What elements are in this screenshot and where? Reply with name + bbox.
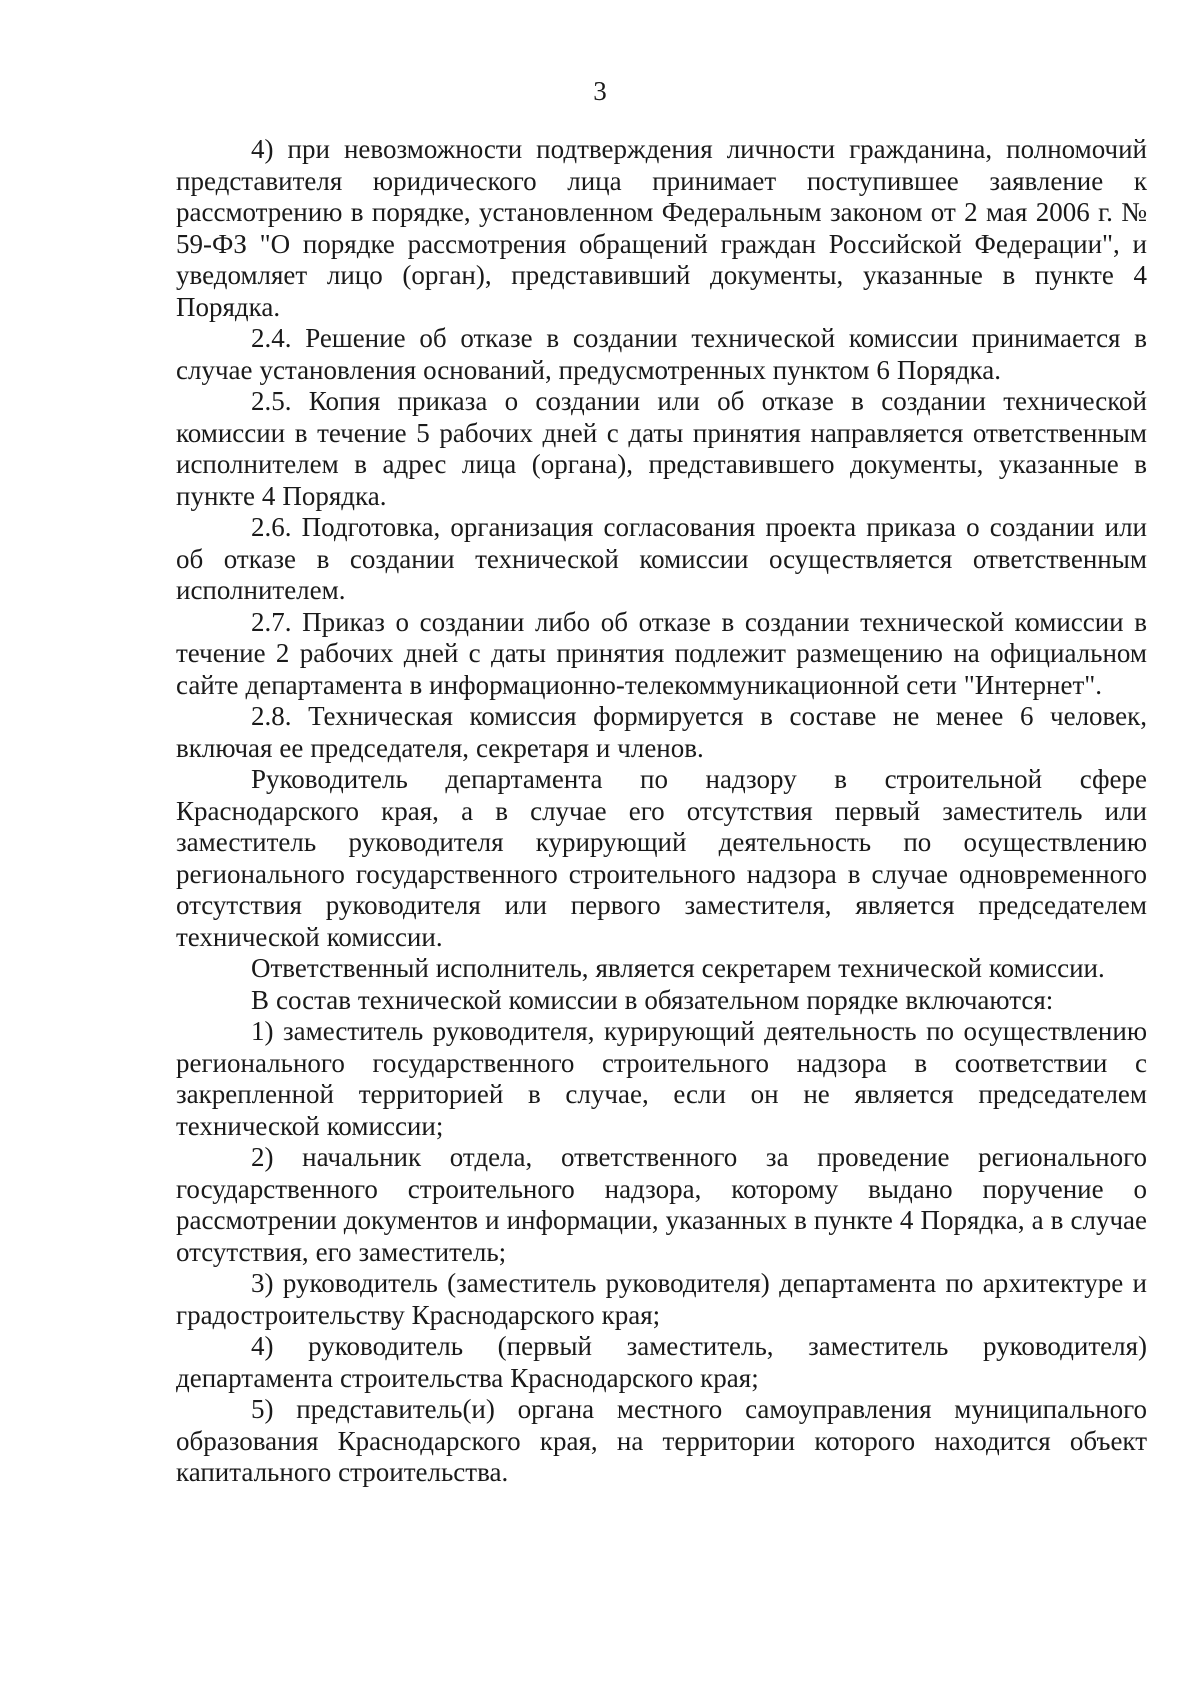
page-number: 3	[593, 76, 607, 106]
list-item-2: 2) начальник отдела, ответственного за проведение регионального государственного строительного надзора, которому выдано поручение о рассмотрении документов и информации, указанных в пункте 4 Порядка, а в случае отсутствия, его заместитель;	[176, 1142, 1147, 1267]
paragraph-secretary: Ответственный исполнитель, является секретарем технической комиссии.	[251, 953, 1105, 983]
paragraph-2-8-composition: 2.8. Техническая комиссия формируется в составе не менее 6 человек, включая ее председателя, секретаря и членов.	[176, 701, 1147, 763]
paragraph-item-4-identity: 4) при невозможности подтверждения личности гражданина, полномочий представителя юридического лица принимает поступившее заявление к рассмотрению в порядке, установленном Федеральным законом от 2 мая 2006 г. № 59-ФЗ "О порядке рассмотрения обращений граждан Российской Федерации", и уведомляет лицо (орган), представивший документы, указанные в пункте 4 Порядка.	[176, 134, 1147, 322]
list-item-1: 1) заместитель руководителя, курирующий деятельность по осуществлению регионального государственного строительного надзора в соответствии с закрепленной территорией в случае, если он не является председателем технической комиссии;	[176, 1016, 1147, 1141]
list-item-4: 4) руководитель (первый заместитель, заместитель руководителя) департамента строительства Краснодарского края;	[176, 1331, 1147, 1393]
paragraph-chairman: Руководитель департамента по надзору в строительной сфере Краснодарского края, а в случае его отсутствия первый заместитель или заместитель руководителя курирующий деятельность по осуществлению регионального государственного строительного надзора в случае одновременного отсутствия руководителя или первого заместителя, является председателем технической комиссии.	[176, 764, 1147, 952]
paragraph-2-5-copy-of-order: 2.5. Копия приказа о создании или об отказе в создании технической комиссии в течение 5 рабочих дней с даты принятия направляется ответственным исполнителем в адрес лица (органа), представившего документы, указанные в пункте 4 Порядка.	[176, 386, 1147, 511]
list-item-3: 3) руководитель (заместитель руководителя) департамента по архитектуре и градостроительству Краснодарского края;	[176, 1268, 1147, 1330]
document-body	[176, 134, 1147, 1489]
paragraph-2-4-refusal: 2.4. Решение об отказе в создании технической комиссии принимается в случае установления оснований, предусмотренных пунктом 6 Порядка.	[176, 323, 1147, 385]
list-item-5: 5) представитель(и) органа местного самоуправления муниципального образования Краснодарского края, на территории которого находится объект капитального строительства.	[176, 1394, 1147, 1487]
paragraph-2-6-preparation: 2.6. Подготовка, организация согласования проекта приказа о создании или об отказе в создании технической комиссии осуществляется ответственным исполнителем.	[176, 512, 1147, 605]
paragraph-2-7-publication: 2.7. Приказ о создании либо об отказе в создании технической комиссии в течение 2 рабочих дней с даты принятия подлежит размещению на официальном сайте департамента в информационно-телекоммуникационной сети "Интернет".	[176, 606, 1147, 700]
paragraph-members-intro: В состав технической комиссии в обязательном порядке включаются:	[251, 984, 1054, 1015]
